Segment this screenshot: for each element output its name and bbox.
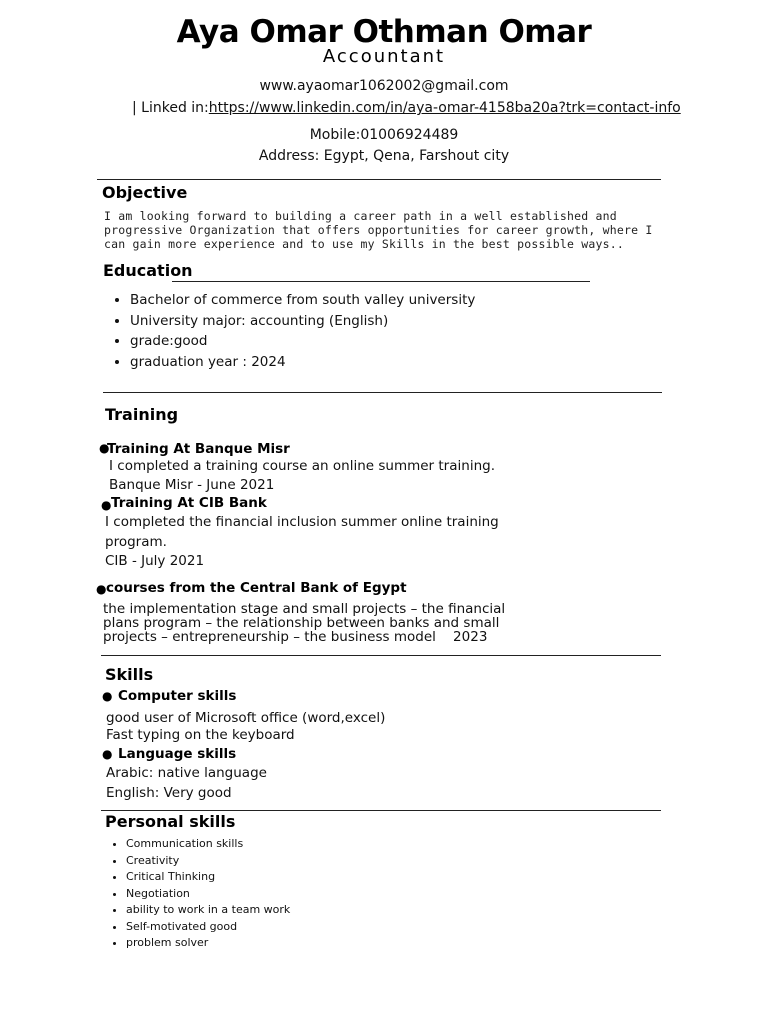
training-desc: plans program – the relationship between banks and small [103,615,500,631]
address-text: Address: Egypt, Qena, Farshout city [258,148,510,164]
mobile-text: Mobile:01006924489 [309,127,459,143]
skill-text: English: Very good [106,785,232,801]
divider [97,179,661,180]
bullet-icon: ● [99,441,110,455]
divider [101,655,661,656]
education-list [110,290,475,372]
linkedin-label: | Linked in: [132,100,209,116]
objective-text: I am looking forward to building a career path in a well established and progressive Organization that offers opportunities for career growth, where I can gain more experience and to use my Skills in the best possible ways.. [104,209,653,251]
bullet-icon: ● [96,582,107,596]
training-desc: projects – entrepreneurship – the business model 2023 [103,629,488,645]
skill-text: good user of Microsoft office (word,excel) [106,710,386,726]
list-item: • Creativity [126,853,290,870]
personal-skills-heading: Personal skills [105,812,236,831]
training-heading: Training [105,405,179,424]
email-text: www.ayaomar1062002@gmail.com [259,78,509,94]
training-desc: the implementation stage and small projects – the financial [103,601,506,617]
bullet-icon: ● [101,498,112,512]
objective-heading: Objective [102,183,188,202]
bullet-icon: ● [102,689,113,703]
training-title: Training At CIB Bank [111,495,267,511]
training-desc: I completed a training course an online summer training. [109,458,495,474]
list-item: • Negotiation [126,886,290,903]
linkedin-line [132,100,681,116]
list-item: • Critical Thinking [126,869,290,886]
skill-text: Arabic: native language [106,765,267,781]
linkedin-link[interactable]: https://www.linkedin.com/in/aya-omar-4158ba20a?trk=contact-info [208,100,681,116]
resume-name: Aya Omar Othman Omar [176,14,592,50]
list-item: • graduation year : 2024 [130,352,475,373]
skills-heading: Skills [105,665,154,684]
bullet-icon: ● [102,747,113,761]
list-item: • Bachelor of commerce from south valley university [130,290,475,311]
divider [103,392,662,393]
list-item: • ability to work in a team work [126,902,290,919]
training-date: CIB - July 2021 [105,553,205,569]
education-heading: Education [103,261,193,280]
job-title: Accountant [322,46,446,67]
education-underline [172,281,590,282]
computer-skills-title: Computer skills [118,688,237,704]
divider [101,810,661,811]
skill-text: Fast typing on the keyboard [106,727,295,743]
list-item: • Self-motivated good [126,919,290,936]
training-date: Banque Misr - June 2021 [109,477,275,493]
training-desc: I completed the financial inclusion summer online training [105,514,499,530]
personal-skills-list [108,836,290,952]
list-item: • problem solver [126,935,290,952]
list-item: • University major: accounting (English) [130,311,475,332]
list-item: • grade:good [130,331,475,352]
language-skills-title: Language skills [118,746,237,762]
training-title: Training At Banque Misr [107,441,290,457]
training-title: courses from the Central Bank of Egypt [106,580,407,596]
training-desc: program. [105,534,167,550]
list-item: • Communication skills [126,836,290,853]
